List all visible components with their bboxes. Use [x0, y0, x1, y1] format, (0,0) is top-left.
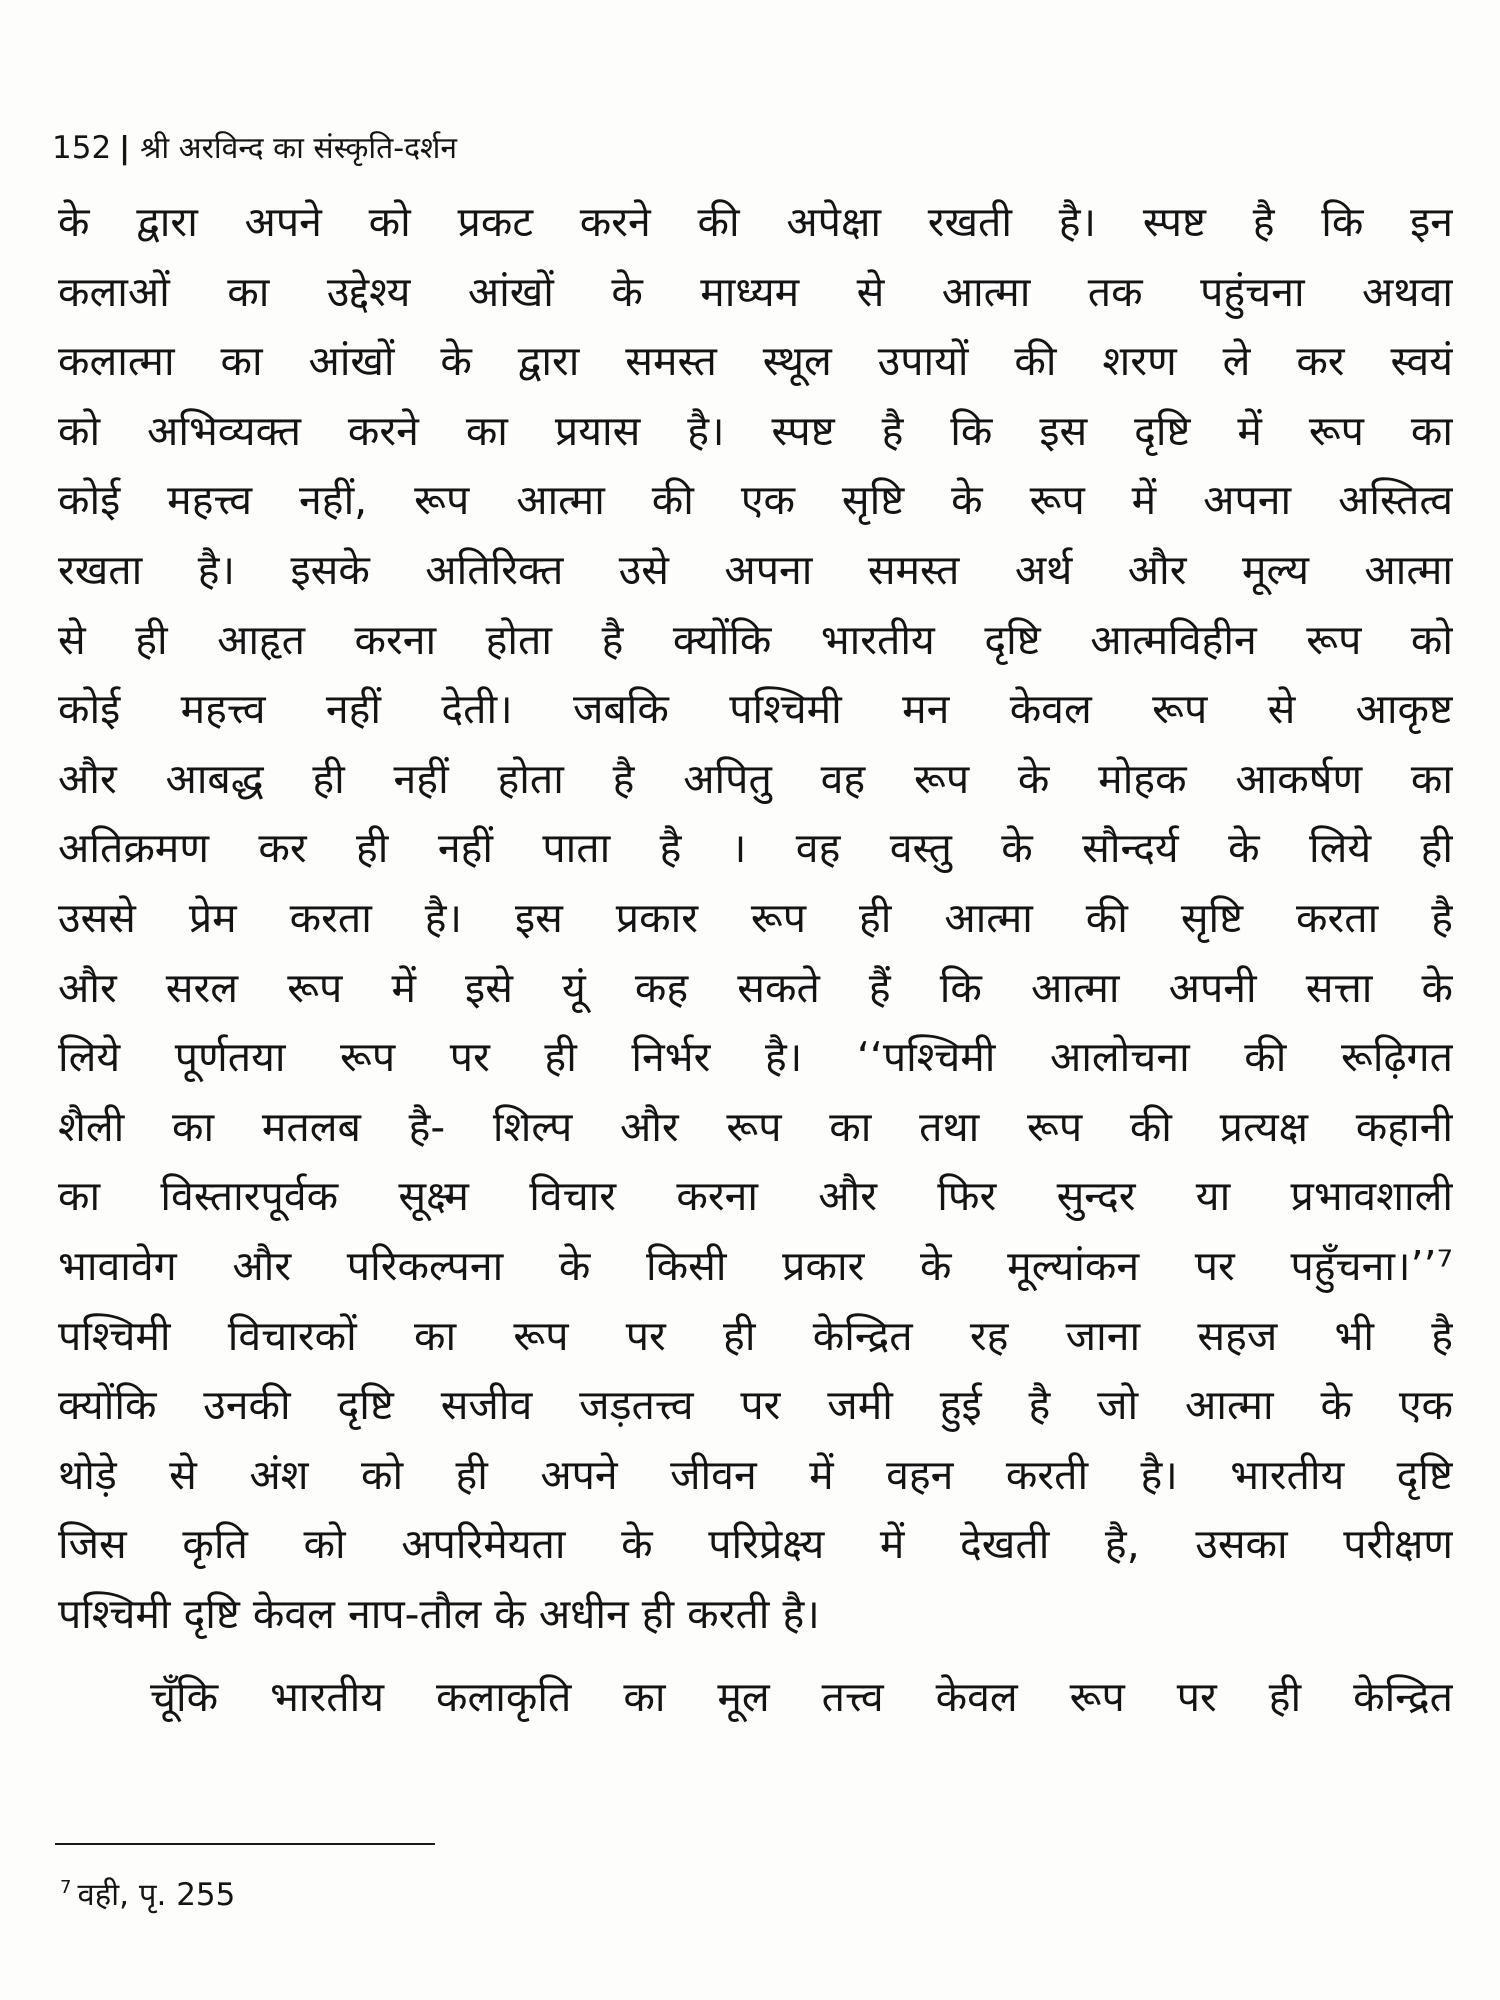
text-line: भावावेग और परिकल्पना के किसी प्रकार के मूल्यांकन पर पहुँचना।’’⁷ [58, 1241, 1453, 1290]
text-line: थोड़े से अंश को ही अपने जीवन में वहन करती है। भारतीय दृष्टि [58, 1450, 1453, 1499]
text-line: शैली का मतलब है- शिल्प और रूप का तथा रूप की प्रत्यक्ष कहानी [58, 1102, 1453, 1151]
text-line: और सरल रूप में इसे यूं कह सकते हैं कि आत्मा अपनी सत्ता के [58, 963, 1453, 1012]
text-line: कलात्मा का आंखों के द्वारा समस्त स्थूल उपायों की शरण ले कर स्वयं [58, 337, 1453, 386]
text-line: के द्वारा अपने को प्रकट करने की अपेक्षा रखती है। स्पष्ट है कि इन [58, 198, 1453, 246]
paragraph-last-line: पश्चिमी दृष्टि केवल नाप-तौल के अधीन ही करती है। [58, 1589, 820, 1638]
text-line: क्योंकि उनकी दृष्टि सजीव जड़तत्त्व पर जमी हुई है जो आत्मा के एक [58, 1381, 1453, 1430]
text-line: और आबद्ध ही नहीं होता है अपितु वह रूप के मोहक आकर्षण का [58, 754, 1453, 803]
footnote-marker: 7 [60, 1877, 72, 1898]
text-line: कोई महत्त्व नहीं, रूप आत्मा की एक सृष्टि के रूप में अपना अस्तित्व [58, 476, 1453, 525]
new-paragraph-first-line: चूँकि भारतीय कलाकृति का मूल तत्त्व केवल रूप पर ही केन्द्रित [150, 1673, 1453, 1722]
text-line: कलाओं का उद्देश्य आंखों के माध्यम से आत्मा तक पहुंचना अथवा [58, 267, 1453, 316]
footnote [60, 1868, 235, 1915]
text-line: रखता है। इसके अतिरिक्त उसे अपना समस्त अर्थ और मूल्य आत्मा [58, 545, 1453, 594]
text-line: अतिक्रमण कर ही नहीं पाता है । वह वस्तु के सौन्दर्य के लिये ही [58, 824, 1453, 873]
text-line: पश्चिमी विचारकों का रूप पर ही केन्द्रित रह जाना सहज भी है [58, 1311, 1453, 1360]
text-line: का विस्तारपूर्वक सूक्ष्म विचार करना और फिर सुन्दर या प्रभावशाली [58, 1172, 1453, 1221]
body-text [58, 188, 1453, 1733]
running-head [52, 128, 457, 169]
book-title: श्री अरविन्द का संस्कृति-दर्शन [140, 131, 458, 166]
footnote-text: वही, पृ. 255 [77, 1877, 236, 1913]
header-separator: | [119, 131, 131, 166]
text-line: कोई महत्त्व नहीं देती। जबकि पश्चिमी मन केवल रूप से आकृष्ट [58, 685, 1453, 734]
text-line: से ही आहृत करना होता है क्योंकि भारतीय दृष्टि आत्मविहीन रूप को [58, 615, 1453, 664]
page-number: 152 [52, 130, 112, 166]
footnote-rule [55, 1843, 435, 1845]
text-line: को अभिव्यक्त करने का प्रयास है। स्पष्ट है कि इस दृष्टि में रूप का [58, 406, 1453, 455]
text-line: उससे प्रेम करता है। इस प्रकार रूप ही आत्मा की सृष्टि करता है [58, 893, 1453, 942]
text-line: लिये पूर्णतया रूप पर ही निर्भर है। ‘‘पश्चिमी आलोचना की रूढ़िगत [58, 1033, 1453, 1082]
text-line: जिस कृति को अपरिमेयता के परिप्रेक्ष्य में देखती है, उसका परीक्षण [58, 1520, 1453, 1569]
paragraph-gap [58, 1649, 1453, 1663]
